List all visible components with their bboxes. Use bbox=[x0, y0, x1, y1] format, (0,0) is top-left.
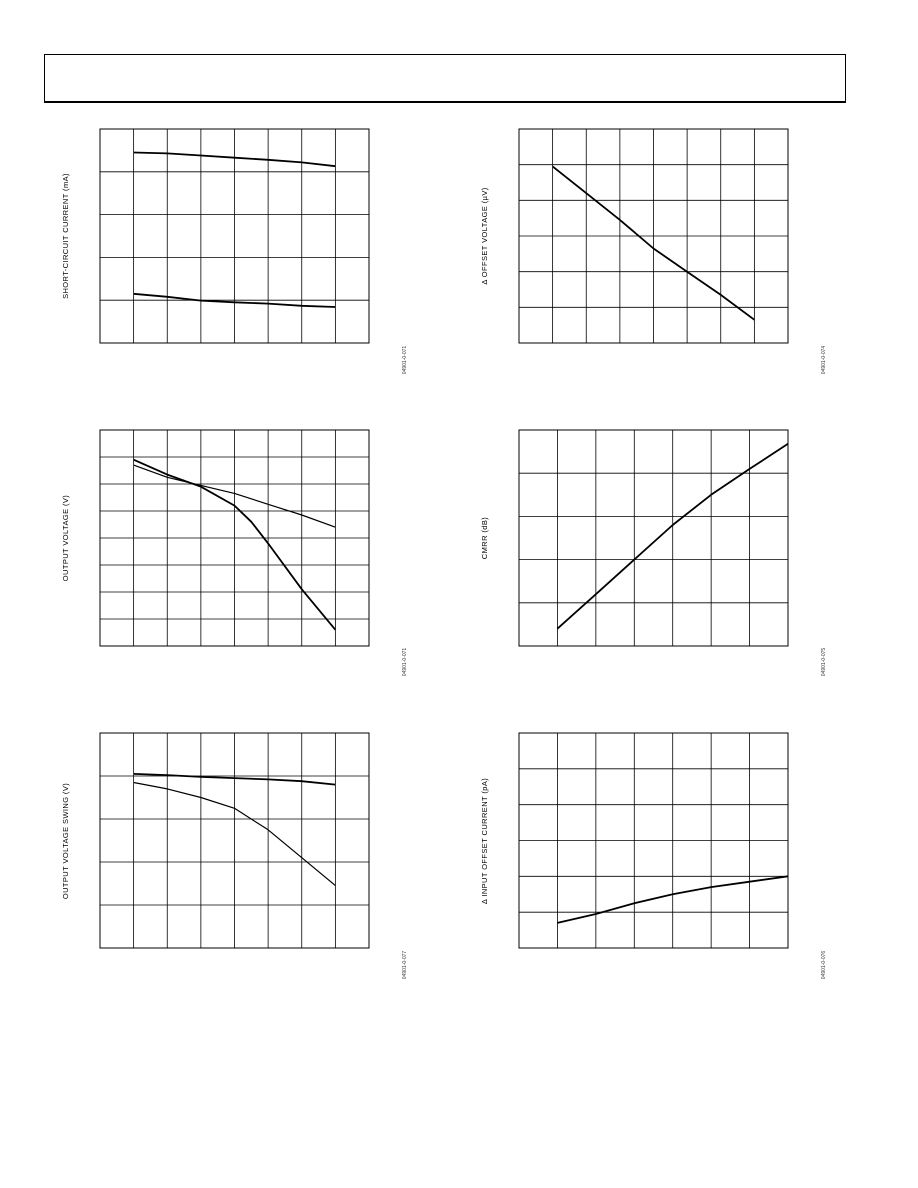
figure-number: 04901-0-071 bbox=[402, 647, 408, 677]
y-axis-label: OUTPUT VOLTAGE (V) bbox=[61, 494, 70, 582]
figure-number: 04901-0-071 bbox=[402, 345, 408, 375]
y-axis-label: OUTPUT VOLTAGE SWING (V) bbox=[61, 782, 70, 899]
y-axis-label: SHORT-CIRCUIT CURRENT (mA) bbox=[61, 173, 70, 299]
figure-number: 04901-0-076 bbox=[821, 950, 827, 980]
figure-number: 04901-0-074 bbox=[821, 345, 827, 375]
plot-frame bbox=[519, 430, 788, 646]
figure-number: 04901-0-075 bbox=[821, 647, 827, 677]
y-axis-label: CMRR (dB) bbox=[480, 516, 489, 560]
y-axis-label: Δ INPUT OFFSET CURRENT (pA) bbox=[480, 777, 489, 904]
y-axis-label: Δ OFFSET VOLTAGE (µV) bbox=[480, 187, 489, 285]
figure-number: 04901-0-077 bbox=[402, 950, 408, 980]
